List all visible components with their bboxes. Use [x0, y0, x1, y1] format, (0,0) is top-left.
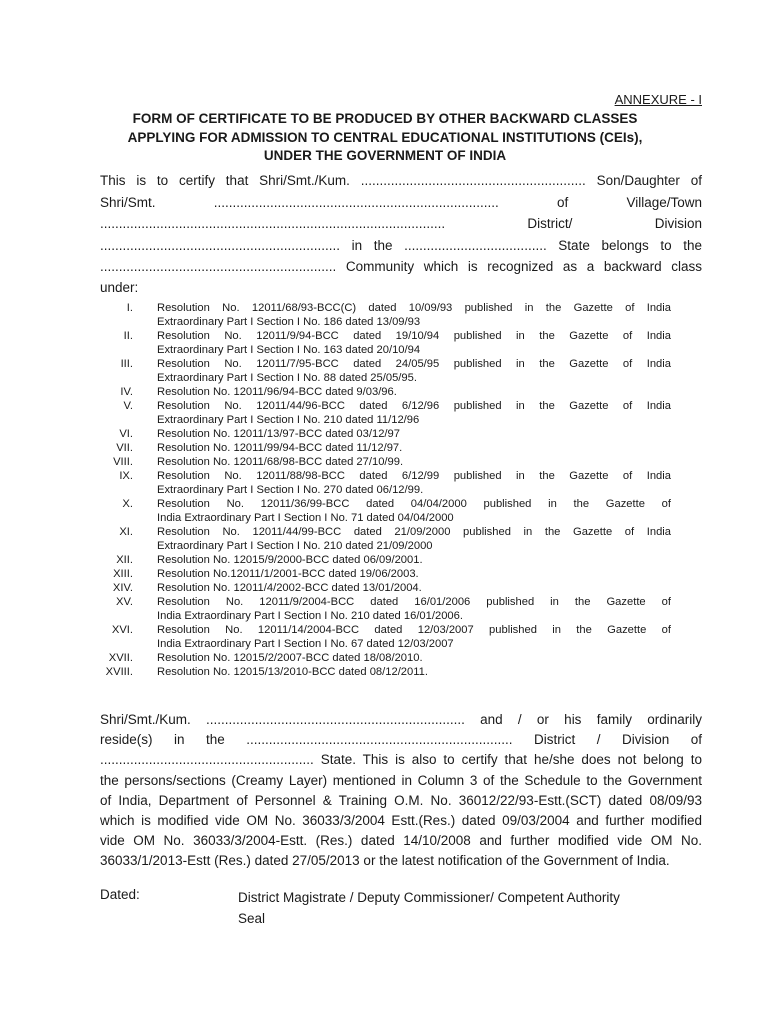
resolution-text [157, 441, 671, 455]
resolution-line: Resolution No. 12011/68/98-BCC dated 27/10/99. [157, 456, 404, 468]
resolution-text [157, 357, 671, 385]
resolution-item [96, 441, 671, 455]
resolution-number: XI. [119, 526, 133, 538]
signature-block [238, 887, 620, 929]
resolution-number: XIV. [112, 582, 133, 594]
resolution-item [96, 399, 671, 427]
resolution-number: XIII. [113, 568, 133, 580]
resolution-text [157, 623, 671, 651]
title-line-2: APPLYING FOR ADMISSION TO CENTRAL EDUCATIONAL INSTITUTIONS (CEIs), [127, 129, 643, 145]
resolution-line: India Extraordinary Part I Section I No. 210 dated 16/01/2006. [157, 610, 463, 622]
resolution-item [96, 567, 671, 581]
resolution-number: XVIII. [105, 666, 133, 678]
resolution-text [157, 469, 671, 497]
resolution-number: XVII. [108, 652, 133, 664]
authority-label: District Magistrate / Deputy Commissioner/ Competent Authority [238, 890, 620, 905]
para2-line-4: the persons/sections (Creamy Layer) mentioned in Column 3 of the Schedule to the Government [100, 772, 702, 788]
resolution-item [96, 623, 671, 651]
resolution-line: Extraordinary Part I Section I No. 210 dated 21/09/2000 [157, 540, 433, 552]
resolution-line: Resolution No. 12011/9/94-BCC dated 19/10/94 published in the Gazette of India [157, 330, 671, 342]
resolution-number: XV. [115, 596, 133, 608]
resolution-number: V. [123, 400, 133, 412]
resolution-item [96, 385, 671, 399]
resolution-number: XII. [116, 554, 133, 566]
resolution-number: X. [122, 498, 133, 510]
resolution-line: Resolution No. 12011/36/99-BCC dated 04/04/2000 published in the Gazette of [157, 498, 671, 510]
resolution-line: India Extraordinary Part I Section I No. 71 dated 04/04/2000 [157, 512, 454, 524]
resolution-line: Resolution No. 12011/99/94-BCC dated 11/12/97. [157, 442, 403, 454]
resolution-text [157, 553, 671, 567]
certification-paragraph [100, 170, 702, 278]
resolution-line: Extraordinary Part I Section I No. 186 dated 13/09/93 [157, 316, 421, 328]
resolution-line: Resolution No. 12011/14/2004-BCC dated 12/03/2007 published in the Gazette of [157, 624, 671, 636]
resolution-item [96, 651, 671, 665]
para1-line-1: This is to certify that Shri/Smt./Kum. ............................................................ Son/Daughter of [100, 173, 702, 188]
resolution-line: Resolution No. 12015/2/2007-BCC dated 18/08/2010. [157, 652, 423, 664]
title-line-3: UNDER THE GOVERNMENT OF INDIA [263, 148, 507, 163]
resolution-text [157, 567, 671, 581]
resolution-line: Resolution No. 12011/68/93-BCC(C) dated 10/09/93 published in the Gazette of India [157, 302, 671, 314]
resolution-item [96, 455, 671, 469]
resolution-item [96, 329, 671, 357]
para1-line-5: ............................................................... Community which is recognized as a backward class [100, 259, 702, 274]
para2-line-8: 36033/1/2013-Estt (Res.) dated 27/05/2013 or the latest notification of the Government of India. [100, 853, 670, 869]
resolution-item [96, 497, 671, 525]
para2-line-2: reside(s) in the ....................................................................... District / Division of [100, 732, 702, 748]
resolution-number: VII. [116, 442, 133, 454]
resolution-number: IX. [119, 470, 133, 482]
resolution-line: Extraordinary Part I Section I No. 163 dated 20/10/94 [157, 344, 421, 356]
resolution-line: Resolution No. 12011/88/98-BCC dated 6/12/99 published in the Gazette of India [157, 470, 671, 482]
dated-label: Dated: [100, 887, 140, 902]
resolution-item [96, 357, 671, 385]
resolution-text [157, 651, 671, 665]
resolution-text [157, 595, 671, 623]
para2-line-7: vide OM No. 36033/3/2004-Estt. (Res.) dated 14/10/2008 and further modified vide OM No. [100, 833, 702, 849]
resolution-number: III. [120, 358, 133, 370]
resolution-line: Extraordinary Part I Section I No. 270 dated 06/12/99. [157, 484, 424, 496]
resolution-line: Extraordinary Part I Section I No. 210 dated 11/12/96 [157, 414, 420, 426]
resolution-line: Resolution No. 12011/13/97-BCC dated 03/12/97 [157, 428, 400, 440]
para2-line-1: Shri/Smt./Kum. ..................................................................... and / or his family ordinarily [100, 712, 702, 727]
para2-line-5: of India, Department of Personnel & Training O.M. No. 36012/22/93-Estt.(SCT) dated 08/09/93 [100, 792, 702, 808]
resolution-line: Resolution No.12011/1/2001-BCC dated 19/06/2003. [157, 568, 419, 580]
resolution-text [157, 665, 671, 679]
resolution-text [157, 497, 671, 525]
resolution-item [96, 469, 671, 497]
resolution-number: I. [126, 302, 133, 314]
seal-label: Seal [238, 911, 266, 926]
resolution-text [157, 581, 671, 595]
resolution-number: XVI. [111, 624, 133, 636]
resolution-item [96, 301, 671, 329]
resolution-line: Resolution No. 12015/9/2000-BCC dated 06/09/2001. [157, 554, 423, 566]
resolution-line: Resolution No. 12011/9/2004-BCC dated 16/01/2006 published in the Gazette of [157, 596, 671, 608]
para1-line-2: Shri/Smt. ............................................................................ of Village/Town [100, 194, 702, 210]
para1-line-6: under: [100, 280, 139, 295]
resolution-line: Resolution No. 12011/96/94-BCC dated 9/03/96. [157, 386, 397, 398]
resolution-item [96, 581, 671, 595]
resolution-text [157, 301, 671, 329]
title-line-1: FORM OF CERTIFICATE TO BE PRODUCED BY OTHER BACKWARD CLASSES [132, 111, 638, 126]
resolution-text [157, 525, 671, 553]
resolution-line: India Extraordinary Part I Section I No. 67 dated 12/03/2007 [157, 638, 454, 650]
form-title [0, 110, 770, 166]
resolution-list [96, 301, 671, 679]
para1-line-4: ................................................................ in the ...................................... State belongs to the [100, 237, 702, 253]
resolution-item [96, 525, 671, 553]
resolution-line: Resolution No. 12011/44/99-BCC dated 21/09/2000 published in the Gazette of India [157, 526, 671, 538]
resolution-item [96, 553, 671, 567]
resolution-number: VI. [119, 428, 133, 440]
para1-line-3: ............................................................................................ District/ Division [100, 216, 702, 231]
resolution-line: Extraordinary Part I Section I No. 88 dated 25/05/95. [157, 372, 417, 384]
resolution-text [157, 385, 671, 399]
resolution-line: Resolution No. 12015/13/2010-BCC dated 08/12/2011. [157, 666, 428, 678]
resolution-item [96, 427, 671, 441]
resolution-line: Resolution No. 12011/44/96-BCC dated 6/12/96 published in the Gazette of India [157, 400, 671, 412]
resolution-line: Resolution No. 12011/4/2002-BCC dated 13/01/2004. [157, 582, 422, 594]
resolution-number: VIII. [113, 456, 133, 468]
resolution-text [157, 399, 671, 427]
resolution-item [96, 665, 671, 679]
resolution-text [157, 427, 671, 441]
resolution-item [96, 595, 671, 623]
resolution-number: II. [123, 330, 133, 342]
creamy-layer-paragraph [100, 710, 702, 872]
para2-line-6: which is modified vide OM No. 36033/3/2004 Estt.(Res.) dated 09/03/2004 and further modified [100, 812, 702, 828]
resolution-number: IV. [120, 386, 133, 398]
para2-line-3: ......................................................... State. This is also to certify that he/she does not belong to [100, 752, 702, 768]
resolution-line: Resolution No. 12011/7/95-BCC dated 24/05/95 published in the Gazette of India [157, 358, 671, 370]
resolution-text [157, 455, 671, 469]
resolution-text [157, 329, 671, 357]
annexure-label: ANNEXURE - I [614, 92, 702, 107]
